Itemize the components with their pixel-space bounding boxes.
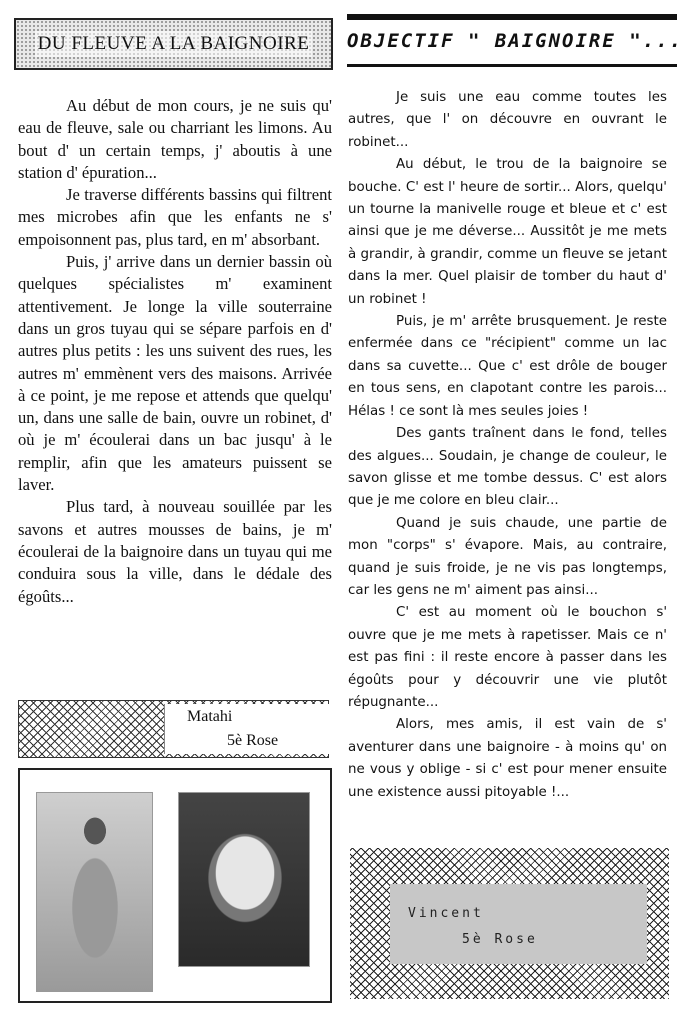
right-paragraph: Au début, le trou de la baignoire se bouche. C' est l' heure de sortir... Alors, quelqu' un tourne la manivelle rouge et bleue et c' est ainsi que je me déverse... Aussitôt je me mets à grandir, à grandir, comme un fleuve se jetant dans la mer. Quel plaisir de tomber du haut d' un robinet ! — [348, 157, 667, 307]
bathtub-photo — [178, 792, 310, 967]
left-article-body — [18, 95, 332, 608]
left-paragraph: Puis, j' arrive dans un dernier bassin où quelques spécialistes m' examinent attentivement. Je longe la ville souterraine dans un gros tuyau qui se sépare parfois en d' autres plus petits : les uns suivent des rues, les autres m' emmènent vers des maisons. Arrivée à ce point, je me repose et attends que quelqu' un, dans une salle de bain, ouvre un robinet, d' où je m' écoulerai dans un bac jusqu' à le remplir, afin que les amateurs puissent se laver. — [18, 252, 332, 495]
right-article-title: OBJECTIF " BAIGNOIRE "... — [347, 30, 683, 52]
right-signature-box — [350, 848, 669, 999]
left-paragraph: Plus tard, à nouveau souillée par les savons et autres mousses de bains, je m' écoulerai de la baignoire dans un tuyau qui me conduira sous la ville, dans le dédale des égoûts... — [18, 497, 332, 606]
right-author-class: 5è Rose — [462, 932, 538, 947]
right-paragraph: C' est au moment où le bouchon s' ouvre que je me mets à rapetisser. Mais ce n' est pas fini : il reste encore à passer dans les égoûts pour y découvrir une vie plutôt répugnante... — [348, 605, 667, 710]
girl-photo — [36, 792, 153, 992]
right-signature-plate — [390, 884, 647, 964]
left-paragraph: Je traverse différents bassins qui filtrent mes microbes afin que les enfants ne s' empoisonnent pas, plus tard, en m' absorbant. — [18, 185, 332, 249]
left-paragraph: Au début de mon cours, je ne suis qu' eau de fleuve, sale ou charriant les limons. Au bout d' un certain temps, j' aboutis à une station d' épuration... — [18, 96, 332, 182]
right-paragraph: Quand je suis chaude, une partie de mon "corps" s' évapore. Mais, au contraire, quand je suis froide, je ne vis pas longtemps, car les gens ne m' aiment pas ainsi... — [348, 515, 667, 598]
right-paragraph: Alors, mes amis, il est vain de s' aventurer dans une baignoire - à moins qu' on ne vous y oblige - si c' est pour mener ensuite une existence aussi pitoyable !... — [348, 717, 667, 800]
left-signature-plate — [164, 704, 347, 754]
left-author-name: Matahi — [187, 708, 233, 725]
left-author-class: 5è Rose — [227, 732, 279, 749]
title-rule-bottom — [347, 64, 677, 67]
left-signature-box — [18, 700, 329, 758]
right-paragraph: Je suis une eau comme toutes les autres, que l' on découvre en ouvrant le robinet... — [348, 90, 667, 150]
left-article-title: DU FLEUVE A LA BAIGNOIRE — [35, 31, 313, 57]
right-author-name: Vincent — [408, 906, 484, 921]
right-article-body — [348, 87, 667, 804]
left-article-title-box — [14, 18, 333, 70]
right-paragraph: Des gants traînent dans le fond, telles des algues... Soudain, je change de couleur, le savon glisse et me tombe dessus. C' est alors que je me colore en bleu clair... — [348, 426, 667, 509]
right-paragraph: Puis, je m' arrête brusquement. Je reste enfermée dans ce "récipient" comme un lac dans sa cuvette... Que c' est drôle de bouger en tous sens, en clapotant contre les parois... Hélas ! ce sont là mes seules joies ! — [348, 314, 667, 419]
title-rule-top — [347, 14, 677, 20]
photo-frame — [18, 768, 332, 1003]
